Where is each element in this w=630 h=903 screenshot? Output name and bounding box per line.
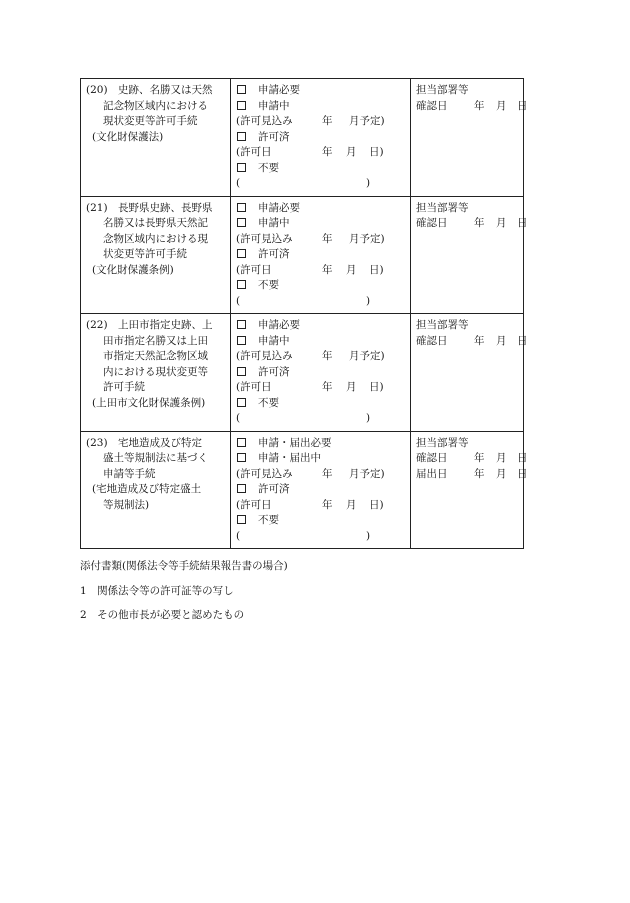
- status-label: 許可済: [258, 248, 290, 260]
- expected-date-row: (許可見込み 年 月予定): [236, 232, 385, 245]
- status-label: 申請中: [258, 334, 290, 347]
- procedure-title: (23) 宅地造成及び特定: [86, 436, 203, 449]
- procedure-title: (20) 史跡、名勝又は天然: [86, 84, 213, 96]
- status-label: 不要: [258, 514, 279, 526]
- attachment-item: 1 関係法令等の許可証等の写し: [80, 585, 234, 597]
- status-cell: [231, 314, 411, 432]
- confirm-date-row: 確認日 年 月 日: [416, 452, 528, 464]
- expected-date-row: (許可見込み 年 月予定): [236, 467, 385, 480]
- procedure-title: 状変更等許可手続: [103, 248, 187, 260]
- status-label: 申請必要: [258, 319, 300, 331]
- table-row: [81, 196, 524, 314]
- checkbox-permitted[interactable]: [237, 367, 246, 376]
- free-text-field[interactable]: ( ): [236, 177, 371, 189]
- table-row: [81, 314, 524, 432]
- status-label: 申請中: [258, 217, 290, 229]
- checkbox-applying[interactable]: [237, 453, 246, 462]
- dept-label: 担当部署等: [416, 84, 469, 96]
- law-name: 等規制法): [103, 498, 150, 511]
- law-name: (宅地造成及び特定盛土: [92, 483, 202, 495]
- checkbox-application-required[interactable]: [237, 203, 246, 212]
- expected-date-row: (許可見込み 年 月予定): [236, 115, 385, 127]
- dept-label: 担当部署等: [416, 319, 469, 331]
- procedure-title: (21) 長野県史跡、長野県: [86, 201, 213, 214]
- procedure-title: 盛土等規制法に基づく: [103, 452, 208, 464]
- free-text-field[interactable]: ( ): [236, 412, 371, 424]
- free-text-field[interactable]: ( ): [236, 529, 371, 542]
- checkbox-not-required[interactable]: [237, 515, 246, 524]
- status-label: 許可済: [258, 130, 290, 143]
- table-row: [81, 79, 524, 197]
- procedure-title: 記念物区域内における: [103, 99, 208, 112]
- dept-cell: [411, 314, 528, 432]
- checkbox-not-required[interactable]: [237, 163, 246, 172]
- status-label: 許可済: [258, 483, 290, 495]
- law-name: (文化財保護条例): [92, 263, 174, 276]
- status-label: 不要: [258, 161, 279, 174]
- procedure-title: 念物区域内における現: [103, 232, 208, 245]
- procedure-title: 市指定天然記念物区域: [103, 350, 208, 362]
- checkbox-application-required[interactable]: [237, 320, 246, 329]
- law-name: (上田市文化財保護条例): [92, 396, 206, 409]
- procedure-cell: [81, 196, 231, 314]
- dept-cell: [411, 79, 528, 197]
- procedure-table: [80, 78, 528, 549]
- checkbox-permitted[interactable]: [237, 249, 246, 258]
- permit-date-row: (許可日 年 月 日): [236, 498, 384, 511]
- status-label: 申請・届出必要: [258, 436, 332, 449]
- procedure-title: 現状変更等許可手続: [103, 115, 198, 127]
- permit-date-row: (許可日 年 月 日): [236, 263, 384, 276]
- procedure-cell: [81, 79, 231, 197]
- procedure-title: (22) 上田市指定史跡、上: [86, 319, 213, 331]
- dept-label: 担当部署等: [416, 436, 469, 449]
- attachments-heading: 添付書類(関係法令等手続結果報告書の場合): [80, 560, 288, 572]
- confirm-date-row: 確認日 年 月 日: [416, 217, 528, 229]
- permit-date-row: (許可日 年 月 日): [236, 146, 384, 158]
- procedure-title: 申請等手続: [103, 467, 156, 480]
- procedure-title: 名勝又は長野県天然記: [103, 217, 208, 229]
- report-date-row: 届出日 年 月 日: [416, 467, 528, 480]
- checkbox-applying[interactable]: [237, 101, 246, 110]
- procedure-title: 許可手続: [103, 381, 145, 393]
- dept-label: 担当部署等: [416, 201, 469, 214]
- confirm-date-row: 確認日 年 月 日: [416, 334, 528, 347]
- checkbox-permitted[interactable]: [237, 132, 246, 141]
- status-label: 許可済: [258, 365, 290, 378]
- status-label: 申請必要: [258, 84, 300, 96]
- status-cell: [231, 196, 411, 314]
- checkbox-applying[interactable]: [237, 336, 246, 345]
- permit-date-row: (許可日 年 月 日): [236, 381, 384, 393]
- status-label: 申請中: [258, 99, 290, 112]
- checkbox-not-required[interactable]: [237, 280, 246, 289]
- status-label: 不要: [258, 279, 279, 291]
- status-cell: [231, 431, 411, 549]
- law-name: (文化財保護法): [92, 130, 164, 143]
- checkbox-not-required[interactable]: [237, 398, 246, 407]
- status-cell: [231, 79, 411, 197]
- checkbox-permitted[interactable]: [237, 484, 246, 493]
- procedure-cell: [81, 431, 231, 549]
- confirm-date-row: 確認日 年 月 日: [416, 99, 528, 112]
- dept-cell: [411, 431, 528, 549]
- expected-date-row: (許可見込み 年 月予定): [236, 350, 385, 362]
- procedure-cell: [81, 314, 231, 432]
- free-text-field[interactable]: ( ): [236, 294, 371, 307]
- checkbox-applying[interactable]: [237, 218, 246, 227]
- dept-cell: [411, 196, 528, 314]
- procedure-title: 内における現状変更等: [103, 365, 208, 378]
- status-label: 申請必要: [258, 201, 300, 214]
- table-row: [81, 431, 524, 549]
- attachment-item: 2 その他市長が必要と認めたもの: [80, 609, 245, 621]
- procedure-title: 田市指定名勝又は上田: [103, 334, 208, 347]
- checkbox-application-required[interactable]: [237, 438, 246, 447]
- status-label: 不要: [258, 396, 279, 409]
- checkbox-application-required[interactable]: [237, 85, 246, 94]
- status-label: 申請・届出中: [258, 452, 321, 464]
